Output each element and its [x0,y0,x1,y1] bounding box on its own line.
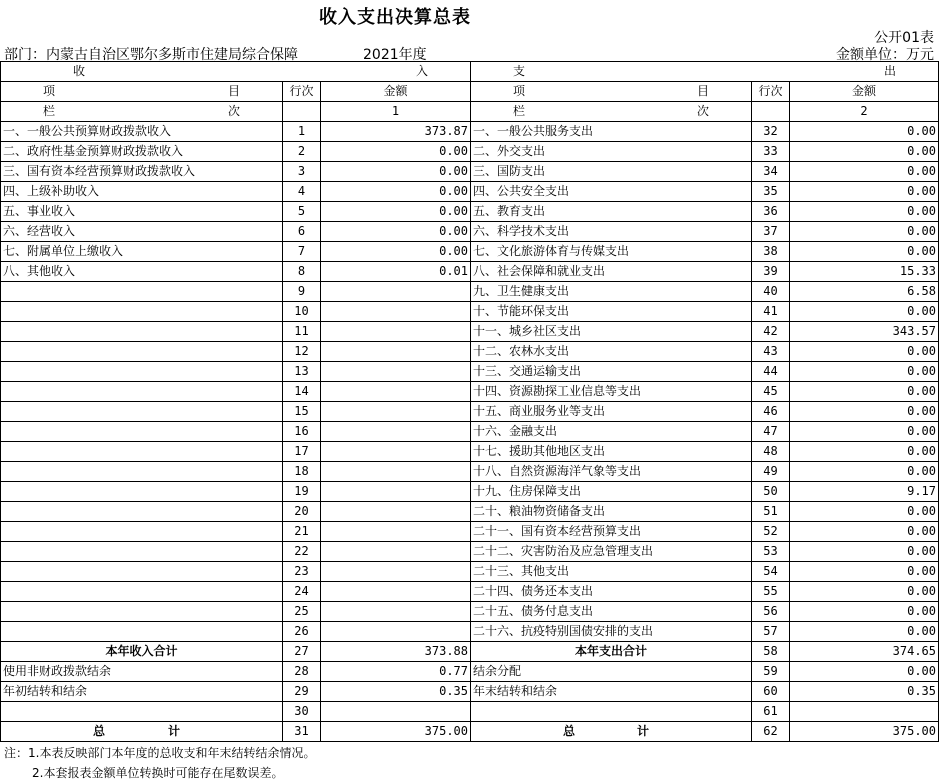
expense-item: 十、节能环保支出 [471,302,752,322]
income-item [1,502,283,522]
expense-line-no: 35 [752,182,790,202]
expense-amount: 0.00 [790,162,939,182]
income-line-header: 行次 [283,82,321,102]
table-row [1,682,939,702]
income-line-no: 29 [283,682,321,702]
income-amount: 373.88 [321,642,471,662]
income-line-no: 15 [283,402,321,422]
expense-amount: 0.00 [790,362,939,382]
income-item-header: 项 目 [1,82,283,102]
income-item: 四、上级补助收入 [1,182,283,202]
expense-item: 十六、金融支出 [471,422,752,442]
income-item: 使用非财政拨款结余 [1,662,283,682]
expense-column-index: 2 [790,102,939,122]
table-row [1,602,939,622]
income-amount [321,582,471,602]
expense-header: 支 出 [471,62,939,82]
income-item: 一、一般公共预算财政拨款收入 [1,122,283,142]
expense-item: 一、一般公共服务支出 [471,122,752,142]
income-line-no: 22 [283,542,321,562]
table-row [1,162,939,182]
fiscal-year: 2021年度 [363,47,427,63]
income-line-no: 20 [283,502,321,522]
expense-item: 十三、交通运输支出 [471,362,752,382]
expense-item: 二十二、灾害防治及应急管理支出 [471,542,752,562]
expense-amount: 6.58 [790,282,939,302]
expense-line-no: 62 [752,722,790,742]
expense-amount-header: 金额 [790,82,939,102]
income-amount: 0.00 [321,242,471,262]
table-row [1,202,939,222]
expense-item: 六、科学技术支出 [471,222,752,242]
income-total-label: 总 计 [1,722,283,742]
expense-amount: 0.00 [790,542,939,562]
income-line-no: 23 [283,562,321,582]
expense-line-no: 43 [752,342,790,362]
expense-amount: 0.00 [790,242,939,262]
table-row [1,402,939,422]
table-row [1,622,939,642]
table-row [1,302,939,322]
expense-line-no: 50 [752,482,790,502]
expense-item: 二十五、债务付息支出 [471,602,752,622]
income-amount [321,402,471,422]
table-row [1,362,939,382]
expense-item: 二十四、债务还本支出 [471,582,752,602]
expense-item: 四、公共安全支出 [471,182,752,202]
income-line-no: 8 [283,262,321,282]
expense-amount: 9.17 [790,482,939,502]
income-item [1,582,283,602]
expense-amount: 374.65 [790,642,939,662]
expense-item: 十九、住房保障支出 [471,482,752,502]
expense-amount: 0.00 [790,382,939,402]
expense-amount: 0.00 [790,182,939,202]
income-amount: 0.35 [321,682,471,702]
income-line-no: 10 [283,302,321,322]
table-row [1,322,939,342]
income-item [1,542,283,562]
income-item: 七、附属单位上缴收入 [1,242,283,262]
expense-line-no: 34 [752,162,790,182]
subtotal-row [1,642,939,662]
expense-amount: 0.00 [790,122,939,142]
table-row [1,562,939,582]
footnotes [4,743,315,783]
expense-item: 年末结转和结余 [471,682,752,702]
expense-line-no: 46 [752,402,790,422]
income-amount [321,382,471,402]
table-row [1,142,939,162]
income-item [1,442,283,462]
expense-amount: 0.00 [790,422,939,442]
expense-line-no: 53 [752,542,790,562]
expense-line-no: 47 [752,422,790,442]
income-item [1,482,283,502]
income-line-no: 3 [283,162,321,182]
expense-column-label: 栏 次 [471,102,752,122]
income-column-index: 1 [321,102,471,122]
income-line-no: 2 [283,142,321,162]
income-line-no: 24 [283,582,321,602]
expense-line-no: 40 [752,282,790,302]
expense-amount: 0.00 [790,502,939,522]
expense-line-no: 52 [752,522,790,542]
page-title: 收入支出决算总表 [319,7,471,28]
expense-line-no: 42 [752,322,790,342]
income-line-no: 26 [283,622,321,642]
expense-amount: 0.00 [790,662,939,682]
income-amount [321,322,471,342]
income-item [1,602,283,622]
income-line-no: 7 [283,242,321,262]
table-row [1,522,939,542]
title-row [0,0,940,30]
income-item: 三、国有资本经营预算财政拨款收入 [1,162,283,182]
income-amount [321,462,471,482]
expense-item: 本年支出合计 [471,642,752,662]
expense-item: 十四、资源勘探工业信息等支出 [471,382,752,402]
expense-item: 九、卫生健康支出 [471,282,752,302]
expense-item: 八、社会保障和就业支出 [471,262,752,282]
income-amount [321,342,471,362]
income-line-no: 12 [283,342,321,362]
expense-line-no: 32 [752,122,790,142]
expense-item: 十一、城乡社区支出 [471,322,752,342]
income-line-no: 19 [283,482,321,502]
expense-item: 七、文化旅游体育与传媒支出 [471,242,752,262]
income-item: 年初结转和结余 [1,682,283,702]
expense-line-no: 45 [752,382,790,402]
income-item [1,362,283,382]
income-amount: 0.01 [321,262,471,282]
income-line-no: 27 [283,642,321,662]
income-amount: 373.87 [321,122,471,142]
income-item: 五、事业收入 [1,202,283,222]
income-amount [321,542,471,562]
income-line-no: 4 [283,182,321,202]
table-row [1,422,939,442]
table-row [1,502,939,522]
expense-amount: 0.35 [790,682,939,702]
footnote-2: 2.本套报表金额单位转换时可能存在尾数误差。 [32,766,284,780]
income-line-no: 17 [283,442,321,462]
income-item [1,402,283,422]
income-total-amount: 375.00 [321,722,471,742]
income-amount [321,482,471,502]
income-amount-header: 金额 [321,82,471,102]
expense-line-no: 55 [752,582,790,602]
income-line-no: 9 [283,282,321,302]
footnote-1: 注：1.本表反映部门本年度的总收支和年末结转结余情况。 [4,746,316,760]
amount-unit: 金额单位：万元 [836,47,934,63]
expense-line-no: 49 [752,462,790,482]
income-line-no: 30 [283,702,321,722]
expense-line-no: 56 [752,602,790,622]
expense-amount: 343.57 [790,322,939,342]
income-item [1,282,283,302]
expense-total-amount: 375.00 [790,722,939,742]
expense-item: 十二、农林水支出 [471,342,752,362]
income-item: 本年收入合计 [1,642,283,662]
expense-amount: 0.00 [790,582,939,602]
income-line-no: 11 [283,322,321,342]
expense-amount: 0.00 [790,462,939,482]
income-item: 二、政府性基金预算财政拨款收入 [1,142,283,162]
income-amount [321,522,471,542]
expense-line-no: 39 [752,262,790,282]
expense-column-blank [752,102,790,122]
income-amount [321,422,471,442]
income-amount [321,442,471,462]
expense-item [471,702,752,722]
expense-amount: 0.00 [790,142,939,162]
income-amount [321,702,471,722]
expense-amount: 0.00 [790,602,939,622]
expense-line-no: 59 [752,662,790,682]
income-item [1,462,283,482]
expense-line-no: 60 [752,682,790,702]
income-item [1,342,283,362]
income-line-no: 21 [283,522,321,542]
table-row [1,122,939,142]
income-amount [321,562,471,582]
income-line-no: 31 [283,722,321,742]
expense-item: 二十一、国有资本经营预算支出 [471,522,752,542]
expense-line-header: 行次 [752,82,790,102]
expense-item: 结余分配 [471,662,752,682]
expense-item: 十七、援助其他地区支出 [471,442,752,462]
income-item: 六、经营收入 [1,222,283,242]
income-line-no: 5 [283,202,321,222]
income-amount: 0.00 [321,142,471,162]
summary-table [0,61,939,742]
table-row [1,542,939,562]
expense-amount: 0.00 [790,442,939,462]
table-row [1,342,939,362]
income-amount: 0.00 [321,162,471,182]
table-row [1,702,939,722]
expense-amount: 0.00 [790,562,939,582]
expense-amount: 0.00 [790,522,939,542]
income-amount: 0.00 [321,202,471,222]
income-amount [321,302,471,322]
expense-item: 二十三、其他支出 [471,562,752,582]
income-item [1,422,283,442]
income-item [1,622,283,642]
expense-item: 三、国防支出 [471,162,752,182]
expense-item: 二十六、抗疫特别国债安排的支出 [471,622,752,642]
expense-amount: 0.00 [790,222,939,242]
income-amount [321,502,471,522]
expense-line-no: 51 [752,502,790,522]
income-amount: 0.00 [321,222,471,242]
form-number: 公开01表 [874,30,934,46]
total-row [1,722,939,742]
income-line-no: 6 [283,222,321,242]
table-row [1,242,939,262]
expense-item: 五、教育支出 [471,202,752,222]
expense-line-no: 41 [752,302,790,322]
expense-line-no: 37 [752,222,790,242]
expense-line-no: 48 [752,442,790,462]
table-row [1,582,939,602]
expense-item: 十五、商业服务业等支出 [471,402,752,422]
income-item [1,382,283,402]
expense-amount: 15.33 [790,262,939,282]
income-line-no: 16 [283,422,321,442]
expense-amount: 0.00 [790,622,939,642]
income-line-no: 18 [283,462,321,482]
expense-line-no: 44 [752,362,790,382]
expense-total-label: 总 计 [471,722,752,742]
income-amount: 0.00 [321,182,471,202]
income-line-no: 1 [283,122,321,142]
income-line-no: 14 [283,382,321,402]
income-line-no: 28 [283,662,321,682]
income-item [1,302,283,322]
income-line-no: 25 [283,602,321,622]
table-row [1,262,939,282]
table-row [1,382,939,402]
expense-line-no: 61 [752,702,790,722]
table-row [1,462,939,482]
column-index-row [1,102,939,122]
expense-item: 二十、粮油物资储备支出 [471,502,752,522]
income-line-no: 13 [283,362,321,382]
expense-line-no: 36 [752,202,790,222]
income-item [1,702,283,722]
income-amount: 0.77 [321,662,471,682]
table-row [1,222,939,242]
income-amount [321,622,471,642]
income-column-label: 栏 次 [1,102,283,122]
expense-line-no: 33 [752,142,790,162]
expense-line-no: 57 [752,622,790,642]
table-row [1,442,939,462]
expense-item-header: 项 目 [471,82,752,102]
expense-amount: 0.00 [790,402,939,422]
expense-amount [790,702,939,722]
table-row [1,662,939,682]
income-amount [321,362,471,382]
table-row [1,482,939,502]
expense-amount: 0.00 [790,202,939,222]
income-item: 八、其他收入 [1,262,283,282]
expense-amount: 0.00 [790,342,939,362]
section-header-row [1,62,939,82]
income-amount [321,282,471,302]
table-row [1,282,939,302]
table-row [1,182,939,202]
expense-line-no: 58 [752,642,790,662]
expense-line-no: 54 [752,562,790,582]
column-header-row [1,82,939,102]
income-item [1,522,283,542]
department-label: 部门：内蒙古自治区鄂尔多斯市住建局综合保障 [4,47,298,63]
expense-item: 十八、自然资源海洋气象等支出 [471,462,752,482]
expense-amount: 0.00 [790,302,939,322]
income-item [1,322,283,342]
income-item [1,562,283,582]
income-header: 收 入 [1,62,471,82]
expense-item: 二、外交支出 [471,142,752,162]
expense-line-no: 38 [752,242,790,262]
income-column-blank [283,102,321,122]
income-amount [321,602,471,622]
